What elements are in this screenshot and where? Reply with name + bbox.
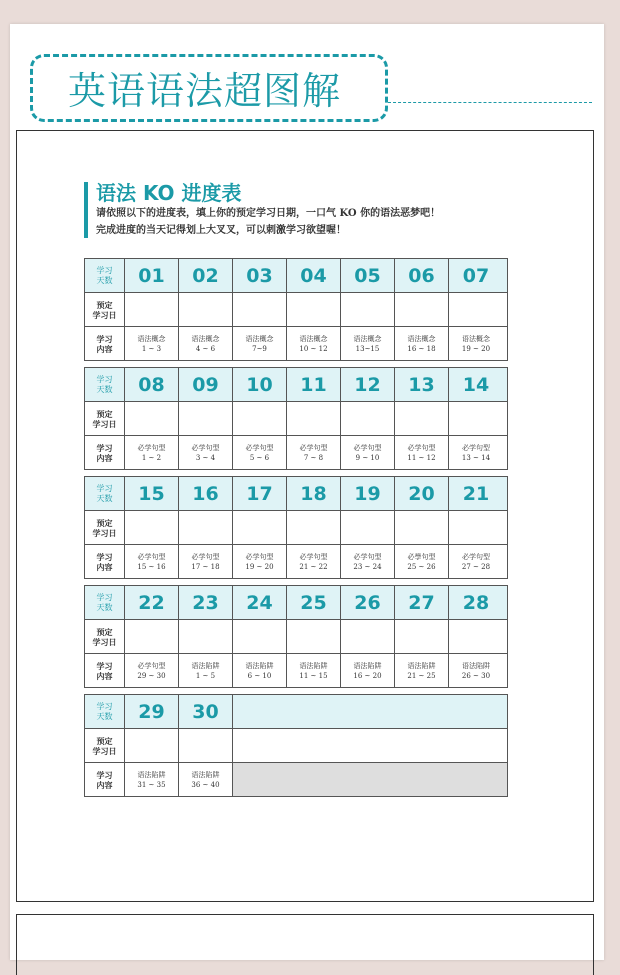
day-number: 05 — [341, 259, 395, 292]
study-content: 语法陷阱 31 ~ 35 — [125, 763, 179, 796]
day-number: 12 — [341, 368, 395, 401]
study-content: 必学句型 13 ~ 14 — [461, 443, 491, 462]
day-number: 24 — [233, 586, 287, 619]
section-heading — [84, 182, 440, 238]
planned-date-cell[interactable] — [125, 511, 179, 544]
day-number: 18 — [287, 477, 341, 510]
days-label: 学习 天数 — [85, 368, 125, 401]
day-number: 14 — [462, 373, 490, 396]
planned-date-cell[interactable] — [395, 293, 449, 326]
planned-date-cell[interactable] — [179, 402, 233, 435]
planned-date-label: 预定 学习日 — [85, 729, 125, 762]
content-label: 学习 内容 — [85, 763, 125, 796]
planned-date-cell[interactable] — [341, 293, 395, 326]
planned-date-row — [85, 402, 507, 436]
day-number: 22 — [125, 586, 179, 619]
day-number: 25 — [287, 586, 341, 619]
study-content: 必学句型 1 ~ 2 — [125, 436, 179, 469]
days-label: 学习 天数 — [85, 695, 125, 728]
day-number: 26 — [341, 586, 395, 619]
week-block — [84, 476, 508, 579]
planned-date-cell[interactable] — [179, 620, 233, 653]
days-row — [85, 259, 507, 293]
planned-date-cell[interactable] — [449, 511, 503, 544]
day-number: 19 — [341, 477, 395, 510]
planned-date-cell[interactable] — [341, 402, 395, 435]
content-row — [85, 436, 507, 469]
study-content: 语法概念 10 ~ 12 — [287, 327, 341, 360]
planned-date-cell[interactable] — [341, 511, 395, 544]
next-page-frame — [16, 914, 594, 975]
planned-date-cell[interactable] — [287, 620, 341, 653]
content-row — [85, 654, 507, 687]
day-number: 28 — [462, 591, 490, 614]
empty-cell — [233, 695, 507, 728]
planned-date-cell[interactable] — [233, 402, 287, 435]
planned-date-cell[interactable] — [179, 293, 233, 326]
week-block — [84, 694, 508, 797]
day-number: 11 — [287, 368, 341, 401]
study-content: 必学句型 5 ~ 6 — [233, 436, 287, 469]
study-content: 语法概念 13~15 — [341, 327, 395, 360]
day-number: 08 — [125, 368, 179, 401]
study-content: 必学句型 7 ~ 8 — [287, 436, 341, 469]
study-content: 语法概念 7~9 — [233, 327, 287, 360]
planned-date-cell[interactable] — [233, 620, 287, 653]
days-row — [85, 477, 507, 511]
days-label: 学习 天数 — [85, 259, 125, 292]
instruction-line-1: 请依照以下的进度表，填上你的预定学习日期，一口气 KO 你的语法恶梦吧！ — [96, 208, 441, 219]
study-content: 语法陷阱 6 ~ 10 — [233, 654, 287, 687]
study-content: 语法陷阱 11 ~ 15 — [287, 654, 341, 687]
study-content: 语法陷阱 16 ~ 20 — [341, 654, 395, 687]
day-number: 03 — [233, 259, 287, 292]
days-row — [85, 368, 507, 402]
planned-date-cell[interactable] — [449, 402, 503, 435]
study-content: 必学句型 19 ~ 20 — [233, 545, 287, 578]
planned-date-label: 预定 学习日 — [85, 402, 125, 435]
study-content: 语法陷阱 1 ~ 5 — [179, 654, 233, 687]
planned-date-cell[interactable] — [341, 620, 395, 653]
planned-date-cell[interactable] — [125, 620, 179, 653]
days-row — [85, 695, 507, 729]
content-label: 学习 内容 — [85, 654, 125, 687]
day-number: 13 — [395, 368, 449, 401]
planned-date-cell[interactable] — [233, 511, 287, 544]
day-number: 10 — [233, 368, 287, 401]
day-number: 30 — [179, 695, 233, 728]
planned-date-row — [85, 729, 507, 763]
planned-date-cell[interactable] — [395, 402, 449, 435]
planned-date-label: 预定 学习日 — [85, 511, 125, 544]
day-number: 15 — [125, 477, 179, 510]
planned-date-cell[interactable] — [125, 402, 179, 435]
week-block — [84, 585, 508, 688]
section-title: 语法 KO 进度表 — [96, 181, 242, 205]
days-label: 学习 天数 — [85, 586, 125, 619]
planned-date-label: 预定 学习日 — [85, 293, 125, 326]
empty-cell — [233, 763, 507, 796]
day-number: 17 — [233, 477, 287, 510]
planned-date-cell[interactable] — [449, 293, 503, 326]
progress-table — [84, 258, 508, 803]
instruction-line-2: 完成进度的当天记得划上大叉叉，可以刺激学习欲望喔！ — [96, 225, 346, 236]
days-row — [85, 586, 507, 620]
study-content: 必学句型 17 ~ 18 — [179, 545, 233, 578]
study-content: 必学句型 29 ~ 30 — [125, 654, 179, 687]
study-content: 必学句型 21 ~ 22 — [287, 545, 341, 578]
planned-date-cell[interactable] — [179, 729, 233, 762]
planned-date-cell[interactable] — [125, 729, 179, 762]
planned-date-row — [85, 620, 507, 654]
planned-date-row — [85, 511, 507, 545]
planned-date-cell[interactable] — [233, 293, 287, 326]
day-number: 23 — [179, 586, 233, 619]
book-title: 英语语法超图解 — [68, 69, 342, 113]
content-row — [85, 545, 507, 578]
planned-date-cell[interactable] — [395, 511, 449, 544]
study-content: 语法概念 4 ~ 6 — [179, 327, 233, 360]
study-content: 必学句型 3 ~ 4 — [179, 436, 233, 469]
study-content: 必学句型 9 ~ 10 — [341, 436, 395, 469]
study-content: 语法陷阱 36 ~ 40 — [179, 763, 233, 796]
empty-cell — [233, 729, 507, 762]
header-dashed-line — [388, 102, 592, 103]
content-row — [85, 763, 507, 796]
day-number: 07 — [462, 264, 490, 287]
day-number: 27 — [395, 586, 449, 619]
days-label: 学习 天数 — [85, 477, 125, 510]
day-number: 21 — [462, 482, 490, 505]
planned-date-cell[interactable] — [179, 511, 233, 544]
study-content: 语法概念 1 ~ 3 — [125, 327, 179, 360]
day-number: 09 — [179, 368, 233, 401]
day-number: 01 — [125, 259, 179, 292]
study-content: 语法概念 19 ~ 20 — [461, 334, 491, 353]
day-number: 02 — [179, 259, 233, 292]
planned-date-cell[interactable] — [287, 293, 341, 326]
content-label: 学习 内容 — [85, 327, 125, 360]
study-content: 必学句型 27 ~ 28 — [461, 552, 491, 571]
content-label: 学习 内容 — [85, 545, 125, 578]
planned-date-row — [85, 293, 507, 327]
day-number: 29 — [125, 695, 179, 728]
week-block — [84, 367, 508, 470]
day-number: 16 — [179, 477, 233, 510]
planned-date-cell[interactable] — [125, 293, 179, 326]
week-block — [84, 258, 508, 361]
day-number: 06 — [395, 259, 449, 292]
planned-date-cell[interactable] — [287, 402, 341, 435]
study-content: 必学句型 23 ~ 24 — [341, 545, 395, 578]
planned-date-label: 预定 学习日 — [85, 620, 125, 653]
study-content: 语法陷阱 26 ~ 30 — [461, 661, 491, 680]
day-number: 04 — [287, 259, 341, 292]
study-content: 语法陷阱 21 ~ 25 — [395, 654, 449, 687]
planned-date-cell[interactable] — [449, 620, 503, 653]
study-content: 必学句型 11 ~ 12 — [395, 436, 449, 469]
study-content: 必学句型 15 ~ 16 — [125, 545, 179, 578]
day-number: 20 — [395, 477, 449, 510]
study-content: 语法概念 16 ~ 18 — [395, 327, 449, 360]
planned-date-cell[interactable] — [395, 620, 449, 653]
content-label: 学习 内容 — [85, 436, 125, 469]
planned-date-cell[interactable] — [287, 511, 341, 544]
study-content: 必學句型 25 ~ 26 — [395, 545, 449, 578]
content-row — [85, 327, 507, 360]
